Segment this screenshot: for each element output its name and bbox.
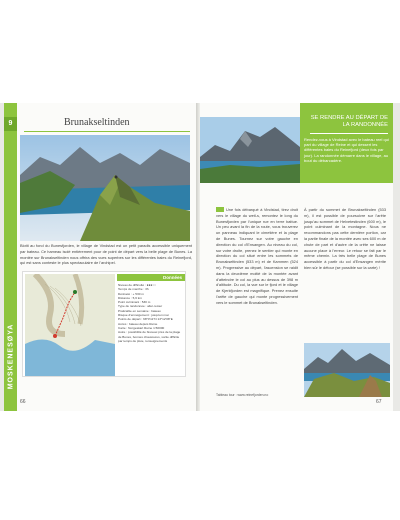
page-title: Brunakseltinden [64, 117, 130, 128]
info-line: Point culminant : 530 m [118, 300, 151, 305]
chapter-number: 9 [4, 117, 17, 131]
info-heading: Données [117, 274, 185, 281]
callout-title: SE RENDRE AU DÉPART DE LA RANDONNÉE [310, 115, 388, 128]
info-line: Praticable en semaine : bateau [118, 308, 161, 313]
info-line: Risque d'enneigement : jusqu'en mai [118, 313, 169, 318]
title-rule [24, 131, 190, 132]
info-line: Niveau de difficulté : ●●●○○ [118, 283, 157, 287]
summit-photo [304, 343, 390, 397]
info-body [117, 281, 185, 345]
info-line: Distance : 5,6 km [118, 295, 142, 300]
page-number-left: 66 [20, 399, 26, 405]
callout-rule [310, 133, 388, 134]
info-line: Accès : bateau depuis Reine [118, 321, 158, 326]
info-line: Points de départ : 68°0'11"N 13°12'08"E [118, 317, 173, 322]
info-box [117, 274, 185, 345]
info-line: Temps de marche : 3h [118, 287, 149, 292]
mountain-photo [20, 135, 190, 241]
footnote: Tableau tour : www.reinefjorden.no [216, 393, 269, 397]
info-line: Carte : Norgeskart Reine 1:50000 [118, 325, 165, 330]
right-page [200, 103, 393, 411]
text-column-2 [304, 207, 386, 271]
book-spread [0, 103, 400, 411]
intro-paragraph: Blotti au fond du Bunesfjorden, le village de Vindstad est un petit paradis accessible uniquement par bateau. Ce hameau isolé entièrement pour de point de départ vers la belle plage de Bunes. La montée sur Brunakseltinden nous offrira des vues superbes sur les différentes baies du Reinefjord, qui est sans conteste le plus spectaculaire de l'archipel. [20, 243, 192, 266]
callout-text: Rendez-vous à Vindstad avec le bateau reel qui part du village de Reine et qui dessert les différentes baies du Reinefjord (deux fois par jour). La randonnée démarre dans le village, au bout du débarcadère. [304, 137, 389, 163]
text-column-1 [216, 207, 298, 306]
left-page [4, 103, 196, 411]
route-map-panel [22, 271, 186, 377]
step-badge [216, 207, 224, 212]
info-line: Type de randonnée : aller-retour [118, 304, 163, 309]
region-label: MOSKENESØYA [7, 323, 15, 390]
column-1-text: Une fois débarqué à Vindstad, tirez droit vers le village du wetl-s, remontez le long du Bunesfjorden par l'unique rue en terre battue. Un peu avant la fin de la route, vous trouverez un panneau indiquant le cimetière et la plage de Bunes. Tournez sur votre gauche en direction du col d'Ensangen. Au niveau du col, sur votre droite, prenez le sentier qui monte en direction du col situé entre les sommets de Brunakseltinden (533 m) et de Kammen (524 m). Progressive au départ, l'ascension se raidit dans la deuxième moitié de la montée avant d'atteindre le col au plus au dessus de 398 m d'altitude. Du col, la vue sur le fjord et le village de Kjerkfjorden est magnifique. Prenez ensuite l'arête de gauche qui monte progressivement vers le sommet de Brunakseltinden. [216, 207, 298, 305]
info-line: Autre : possibilité de bivouac près de la plage de Bunes, bonnes chaussures, sortie difficile par temps de pluie, renseignements [118, 330, 181, 343]
topographic-map [25, 274, 115, 376]
info-line: Dénivelé : + 530 m [118, 291, 144, 296]
page-number-right: 67 [376, 399, 382, 405]
coast-photo [200, 117, 300, 183]
column-2-text: À partir du sommet de Brunakseltinden (533 m), il est possible de poursuivre sur l'arête jusqu'au sommet de Helvetestinden (600 m), le point culminant de la montagne. Nous ne recommandons pas cette dernière portion, car la partie finale de la montée avec ses 600 m de chute de part et d'autre de la crête ne laisse aucune place à l'erreur. Le retour se fait par le même chemin. La très belle plage de Bunes accessible à partir du col d'Ensangen mérite bien sûr le détour (se possible sur la carte) ! [304, 207, 386, 270]
access-callout [300, 103, 393, 183]
